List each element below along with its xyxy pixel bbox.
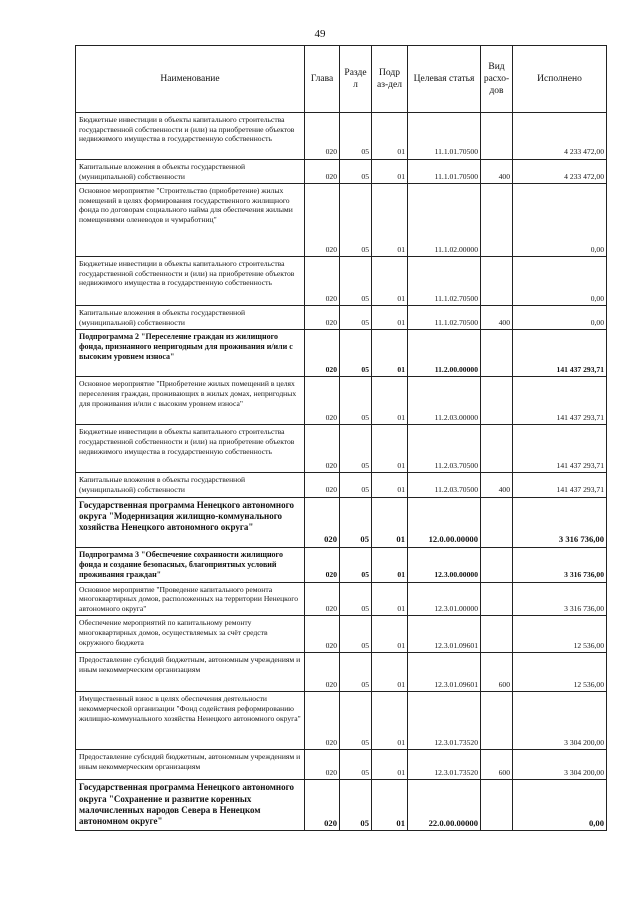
row-executed-cell: 141 437 293,71 <box>513 473 607 497</box>
page-number: 49 <box>314 28 326 40</box>
row-chapter-cell: 020 <box>305 497 340 547</box>
row-name-cell: Государственная программа Ненецкого автономного округа "Модернизация жилищно-коммунального хозяйства Ненецкого автономного округа" <box>76 497 305 547</box>
row-executed-cell: 141 437 293,71 <box>513 425 607 473</box>
row-target-article-cell: 11.1.02.70500 <box>408 306 481 330</box>
row-executed-cell: 4 233 472,00 <box>513 160 607 184</box>
row-name-cell: Подпрограмма 2 "Переселение граждан из жилищного фонда, признанного непригодным для проживания и/или с высоким уровнем износа" <box>76 330 305 377</box>
row-subsection-cell: 01 <box>372 692 408 750</box>
row-executed-cell: 3 304 200,00 <box>513 750 607 780</box>
row-executed-cell: 3 316 736,00 <box>513 497 607 547</box>
row-chapter-cell: 020 <box>305 582 340 616</box>
header-chapter: Глава <box>305 46 340 113</box>
row-target-article-cell: 12.3.00.00000 <box>408 547 481 582</box>
row-chapter-cell: 020 <box>305 547 340 582</box>
row-name-cell: Предоставление субсидий бюджетным, автономным учреждениям и иным некоммерческим организациям <box>76 653 305 692</box>
table-row <box>76 113 607 160</box>
row-target-article-cell: 11.1.02.00000 <box>408 184 481 257</box>
row-expense-type-cell <box>481 547 513 582</box>
row-target-article-cell: 12.3.01.73520 <box>408 750 481 780</box>
row-executed-cell: 0,00 <box>513 257 607 306</box>
header-section: Разде л <box>340 46 372 113</box>
row-name-cell: Бюджетные инвестиции в объекты капитального строительства государственной собственности и (или) на приобретение объектов недвижимого имущества в государственную собственность <box>76 113 305 160</box>
row-subsection-cell: 01 <box>372 160 408 184</box>
row-subsection-cell: 01 <box>372 582 408 616</box>
row-target-article-cell: 12.3.01.09601 <box>408 653 481 692</box>
row-subsection-cell: 01 <box>372 653 408 692</box>
row-expense-type-cell <box>481 497 513 547</box>
row-executed-cell: 0,00 <box>513 780 607 831</box>
table-row <box>76 582 607 616</box>
row-subsection-cell: 01 <box>372 616 408 653</box>
row-subsection-cell: 01 <box>372 257 408 306</box>
table-header-row <box>76 46 607 113</box>
row-chapter-cell: 020 <box>305 330 340 377</box>
row-subsection-cell: 01 <box>372 330 408 377</box>
row-target-article-cell: 12.3.01.73520 <box>408 692 481 750</box>
header-expense-type: Вид расхо- дов <box>481 46 513 113</box>
row-section-cell: 05 <box>340 497 372 547</box>
table-row <box>76 306 607 330</box>
header-executed: Исполнено <box>513 46 607 113</box>
row-name-cell: Бюджетные инвестиции в объекты капитального строительства государственной собственности и (или) на приобретение объектов недвижимого имущества в государственную собственность <box>76 257 305 306</box>
row-executed-cell: 0,00 <box>513 306 607 330</box>
row-expense-type-cell <box>481 330 513 377</box>
row-expense-type-cell <box>481 582 513 616</box>
row-expense-type-cell <box>481 692 513 750</box>
row-section-cell: 05 <box>340 306 372 330</box>
row-expense-type-cell <box>481 184 513 257</box>
table-row <box>76 473 607 497</box>
row-executed-cell: 12 536,00 <box>513 653 607 692</box>
row-name-cell: Предоставление субсидий бюджетным, автономным учреждениям и иным некоммерческим организациям <box>76 750 305 780</box>
row-subsection-cell: 01 <box>372 497 408 547</box>
row-section-cell: 05 <box>340 425 372 473</box>
row-section-cell: 05 <box>340 653 372 692</box>
row-chapter-cell: 020 <box>305 377 340 425</box>
row-subsection-cell: 01 <box>372 306 408 330</box>
row-section-cell: 05 <box>340 750 372 780</box>
row-expense-type-cell <box>481 780 513 831</box>
row-target-article-cell: 11.2.03.70500 <box>408 425 481 473</box>
row-expense-type-cell: 400 <box>481 160 513 184</box>
row-expense-type-cell <box>481 377 513 425</box>
row-chapter-cell: 020 <box>305 692 340 750</box>
row-name-cell: Капитальные вложения в объекты государственной (муниципальной) собственности <box>76 306 305 330</box>
row-expense-type-cell <box>481 113 513 160</box>
row-section-cell: 05 <box>340 582 372 616</box>
row-subsection-cell: 01 <box>372 780 408 831</box>
row-chapter-cell: 020 <box>305 616 340 653</box>
row-target-article-cell: 12.3.01.09601 <box>408 616 481 653</box>
row-section-cell: 05 <box>340 780 372 831</box>
row-target-article-cell: 11.2.03.00000 <box>408 377 481 425</box>
header-subsection: Подр аз-дел <box>372 46 408 113</box>
row-expense-type-cell: 400 <box>481 473 513 497</box>
row-expense-type-cell: 600 <box>481 653 513 692</box>
row-section-cell: 05 <box>340 330 372 377</box>
row-chapter-cell: 020 <box>305 750 340 780</box>
row-section-cell: 05 <box>340 547 372 582</box>
row-name-cell: Основное мероприятие "Строительство (приобретение) жилых помещений в целях формирования государственного жилищного фонда по договорам социального найма для обеспечения жилыми помещениями оленеводов и чумработниц" <box>76 184 305 257</box>
table-row <box>76 780 607 831</box>
row-expense-type-cell: 400 <box>481 306 513 330</box>
row-section-cell: 05 <box>340 257 372 306</box>
row-subsection-cell: 01 <box>372 113 408 160</box>
row-expense-type-cell: 600 <box>481 750 513 780</box>
row-name-cell: Имущественный взнос в целях обеспечения деятельности некоммерческой организации "Фонд содействия реформированию жилищно-коммунального хозяйства Ненецкого автономного округа" <box>76 692 305 750</box>
row-executed-cell: 141 437 293,71 <box>513 330 607 377</box>
table-row <box>76 750 607 780</box>
row-expense-type-cell <box>481 257 513 306</box>
row-section-cell: 05 <box>340 616 372 653</box>
header-target-article: Целевая статья <box>408 46 481 113</box>
row-section-cell: 05 <box>340 184 372 257</box>
row-target-article-cell: 12.0.00.00000 <box>408 497 481 547</box>
row-target-article-cell: 11.1.01.70500 <box>408 113 481 160</box>
row-name-cell: Обеспечение мероприятий по капитальному ремонту многоквартирных домов, осуществляемых за счёт средств окружного бюджета <box>76 616 305 653</box>
row-executed-cell: 4 233 472,00 <box>513 113 607 160</box>
row-expense-type-cell <box>481 616 513 653</box>
table-row <box>76 692 607 750</box>
row-name-cell: Капитальные вложения в объекты государственной (муниципальной) собственности <box>76 160 305 184</box>
table-row <box>76 330 607 377</box>
row-subsection-cell: 01 <box>372 425 408 473</box>
row-section-cell: 05 <box>340 473 372 497</box>
table-body <box>76 113 607 831</box>
row-section-cell: 05 <box>340 113 372 160</box>
row-chapter-cell: 020 <box>305 113 340 160</box>
table-row <box>76 184 607 257</box>
row-name-cell: Капитальные вложения в объекты государственной (муниципальной) собственности <box>76 473 305 497</box>
row-name-cell: Государственная программа Ненецкого автономного округа "Сохранение и развитие коренных малочисленных народов Севера в Ненецком автономном округе" <box>76 780 305 831</box>
row-chapter-cell: 020 <box>305 257 340 306</box>
row-executed-cell: 3 316 736,00 <box>513 547 607 582</box>
row-name-cell: Подпрограмма 3 "Обеспечение сохранности жилищного фонда и создание безопасных, благоприятных условий проживания граждан" <box>76 547 305 582</box>
row-subsection-cell: 01 <box>372 377 408 425</box>
table-row <box>76 377 607 425</box>
table-row <box>76 257 607 306</box>
row-target-article-cell: 12.3.01.00000 <box>408 582 481 616</box>
row-chapter-cell: 020 <box>305 473 340 497</box>
table-row <box>76 497 607 547</box>
table-row <box>76 425 607 473</box>
row-section-cell: 05 <box>340 377 372 425</box>
row-chapter-cell: 020 <box>305 160 340 184</box>
row-name-cell: Бюджетные инвестиции в объекты капитального строительства государственной собственности и (или) на приобретение объектов недвижимого имущества в государственную собственность <box>76 425 305 473</box>
table-row <box>76 653 607 692</box>
row-chapter-cell: 020 <box>305 425 340 473</box>
row-chapter-cell: 020 <box>305 184 340 257</box>
row-subsection-cell: 01 <box>372 184 408 257</box>
header-name: Наименование <box>76 46 305 113</box>
row-executed-cell: 0,00 <box>513 184 607 257</box>
row-subsection-cell: 01 <box>372 473 408 497</box>
row-chapter-cell: 020 <box>305 780 340 831</box>
row-section-cell: 05 <box>340 160 372 184</box>
row-target-article-cell: 11.2.03.70500 <box>408 473 481 497</box>
row-executed-cell: 141 437 293,71 <box>513 377 607 425</box>
row-name-cell: Основное мероприятие "Проведение капитального ремонта многоквартирных домов, расположенных на территории Ненецкого автономного округа" <box>76 582 305 616</box>
table-row <box>76 547 607 582</box>
row-chapter-cell: 020 <box>305 306 340 330</box>
row-target-article-cell: 11.2.00.00000 <box>408 330 481 377</box>
budget-table <box>75 45 607 831</box>
row-chapter-cell: 020 <box>305 653 340 692</box>
row-executed-cell: 3 304 200,00 <box>513 692 607 750</box>
row-section-cell: 05 <box>340 692 372 750</box>
row-executed-cell: 12 536,00 <box>513 616 607 653</box>
row-target-article-cell: 11.1.01.70500 <box>408 160 481 184</box>
row-subsection-cell: 01 <box>372 547 408 582</box>
row-executed-cell: 3 316 736,00 <box>513 582 607 616</box>
table-row <box>76 616 607 653</box>
row-target-article-cell: 22.0.00.00000 <box>408 780 481 831</box>
row-target-article-cell: 11.1.02.70500 <box>408 257 481 306</box>
row-name-cell: Основное мероприятие "Приобретение жилых помещений в целях переселения граждан, проживающих в жилых домах, непригодных для проживания и/или с высоким уровнем износа" <box>76 377 305 425</box>
row-expense-type-cell <box>481 425 513 473</box>
row-subsection-cell: 01 <box>372 750 408 780</box>
table-row <box>76 160 607 184</box>
